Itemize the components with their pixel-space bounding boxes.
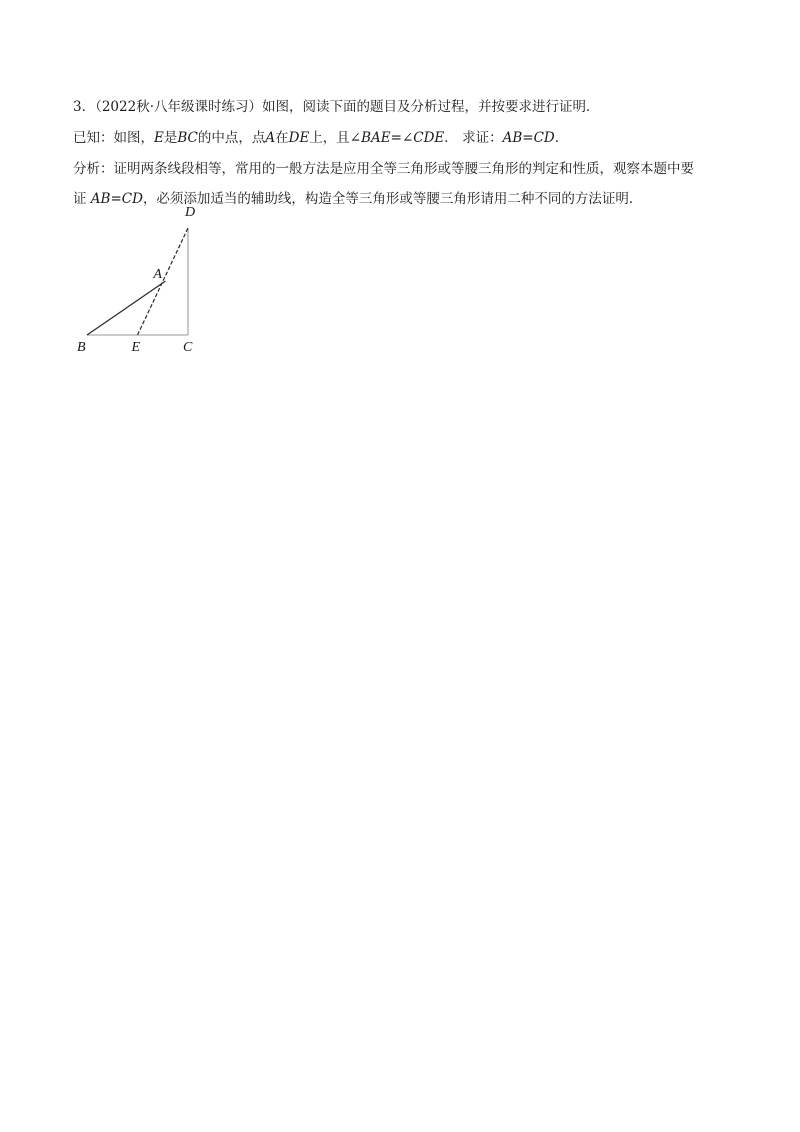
geometry-figure-svg [70, 205, 210, 355]
question-number: 3． [73, 99, 96, 115]
point-e-ref: E [154, 130, 164, 146]
given-text: ． [554, 130, 569, 146]
segment-de-ref: DE [288, 130, 310, 146]
equals-sign: = [522, 130, 534, 146]
label-point-b: B [77, 340, 86, 355]
question-intro: 如图，阅读下面的题目及分析过程，并按要求进行证明． [262, 99, 600, 115]
segment-ab-ref: AB [90, 191, 111, 207]
geometry-figure [70, 205, 210, 355]
analysis-text: ，必须添加适当的辅助线，构造全等三角形或等腰三角形请用二种不同的方法证明． [142, 191, 643, 207]
prove-prefix: ． 求证： [444, 130, 503, 146]
label-point-a: A [153, 267, 162, 283]
segment-cd-ref: CD [533, 130, 555, 146]
angle-cde-ref: CDE [413, 130, 445, 146]
segment-cd-ref: CD [121, 191, 143, 207]
given-text: 是 [163, 130, 178, 146]
analysis-text: 证 [73, 191, 91, 207]
point-a-ref: A [265, 130, 276, 146]
given-text: 的中点，点 [197, 130, 266, 146]
segment-bc-ref: BC [177, 130, 198, 146]
segment-ba [87, 281, 165, 335]
question-header [73, 98, 600, 116]
question-source: （2022秋·八年级课时练习） [95, 99, 262, 115]
label-point-e: E [131, 340, 141, 355]
given-text: =∠ [390, 130, 414, 146]
given-statement [73, 129, 568, 147]
analysis-line-2 [73, 190, 642, 208]
angle-bae-ref: BAE [361, 130, 391, 146]
segment-ab-ref: AB [502, 130, 523, 146]
given-text: 上，且∠ [309, 130, 362, 146]
label-point-c: C [183, 340, 193, 355]
label-point-d: D [185, 205, 196, 220]
equals-sign: = [110, 191, 122, 207]
given-prefix: 已知：如图， [73, 130, 154, 146]
segment-ed [138, 228, 189, 335]
given-text: 在 [275, 130, 289, 146]
analysis-line-1: 分析：证明两条线段相等，常用的一般方法是应用全等三角形或等腰三角形的判定和性质，观察本题中要 [73, 161, 694, 177]
